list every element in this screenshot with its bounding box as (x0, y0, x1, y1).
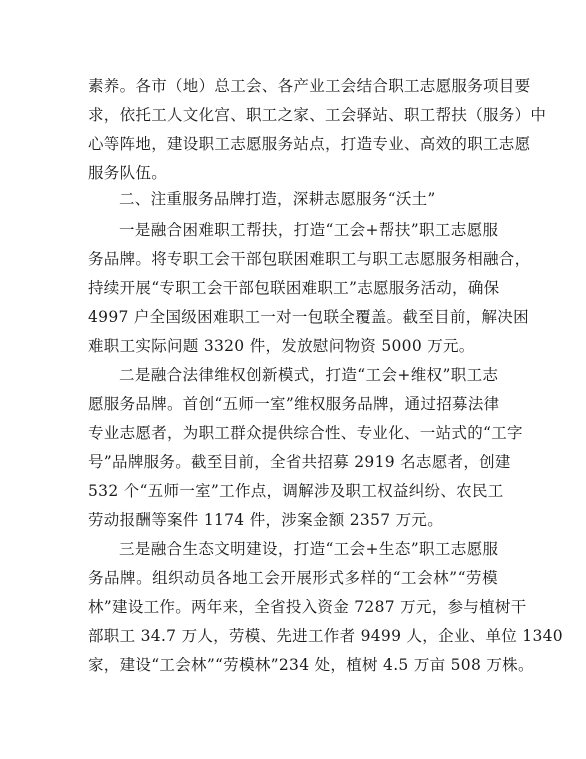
paragraph-line: 心等阵地，建设职工志愿服务站点，打造专业、高效的职工志愿 (88, 135, 531, 153)
paragraph-line: 愿服务品牌。首创“五师一室”维权服务品牌，通过招募法律 (88, 395, 500, 413)
paragraph-line: 劳动报酬等案件 1174 件，涉案金额 2357 万元。 (88, 511, 444, 529)
paragraph-line: 务品牌。将专职工会干部包联困难职工与职工志愿服务相融合， (88, 250, 531, 268)
paragraph-line: 家，建设“工会林”“劳模林”234 处，植树 4.5 万亩 508 万株。 (88, 656, 534, 674)
paragraph-line: 素养。各市（地）总工会、各产业工会结合职工志愿服务项目要 (88, 77, 531, 95)
paragraph-line: 一是融合困难职工帮扶，打造“工会+帮扶”职工志愿服 (119, 221, 499, 239)
paragraph-line: 服务队伍。 (88, 164, 168, 182)
paragraph-line: 务品牌。组织动员各地工会开展形式多样的“工会林”“劳模 (88, 569, 499, 587)
paragraph-line: 532 个“五师一室”工作点，调解涉及职工权益纠纷、农民工 (88, 482, 504, 500)
paragraph-line: 林”建设工作。两年来，全省投入资金 7287 万元，参与植树干 (88, 598, 527, 616)
section-heading: 二、注重服务品牌打造，深耕志愿服务“沃土” (119, 190, 436, 208)
paragraph-line: 部职工 34.7 万人，劳模、先进工作者 9499 人，企业、单位 1340 (88, 627, 563, 645)
paragraph-line: 4997 户全国级困难职工一对一包联全覆盖。截至目前，解决困 (88, 308, 529, 326)
paragraph-line: 持续开展“专职工会干部包联困难职工”志愿服务活动，确保 (88, 279, 500, 297)
paragraph-line: 二是融合法律维权创新模式，打造“工会+维权”职工志 (119, 366, 499, 384)
paragraph-line: 求，依托工人文化宫、职工之家、工会驿站、职工帮扶（服务）中 (88, 106, 547, 124)
paragraph-line: 号”品牌服务。截至目前，全省共招募 2919 名志愿者，创建 (88, 453, 511, 471)
paragraph-line: 专业志愿者，为职工群众提供综合性、专业化、一站式的“工字 (88, 424, 523, 442)
paragraph-line: 三是融合生态文明建设，打造“工会+生态”职工志愿服 (119, 540, 499, 558)
paragraph-line: 难职工实际问题 3320 件，发放慰问物资 5000 万元。 (88, 337, 475, 355)
